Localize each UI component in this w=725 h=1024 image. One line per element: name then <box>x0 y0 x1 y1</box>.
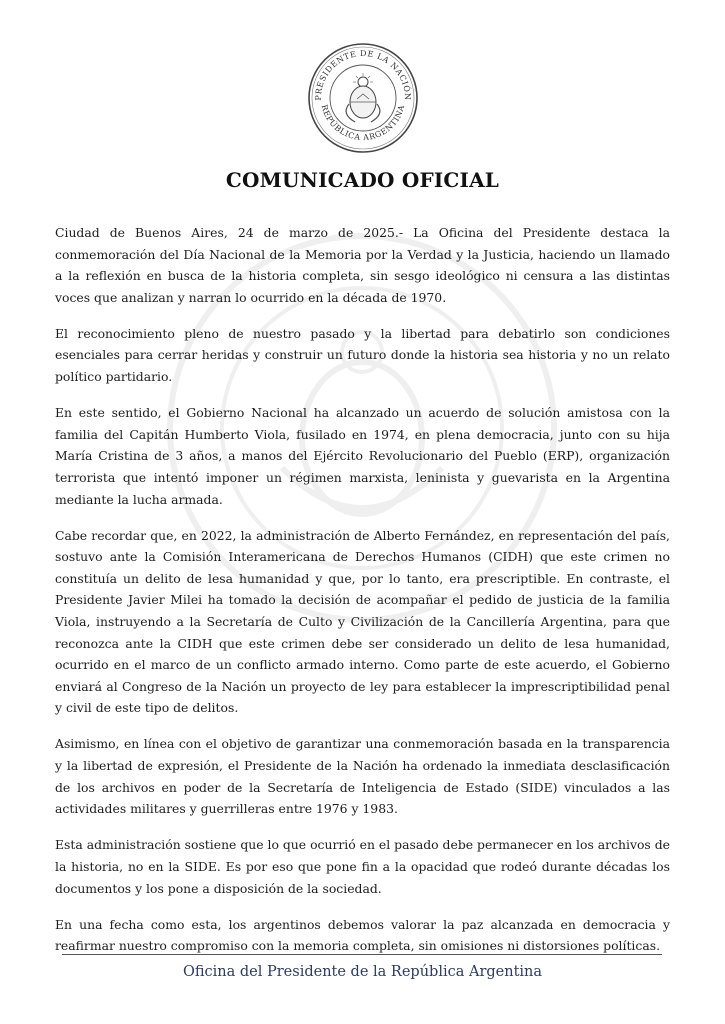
document-title: COMUNICADO OFICIAL <box>225 168 500 192</box>
paragraph-6: Esta administración sostiene que lo que ocurrió en el pasado debe permanecer en los archivos de la historia, no en la SIDE. Es por eso que pone fin a la opacidad que rodeó durante décadas los documentos y los pone a disposición de la sociedad. <box>55 837 670 896</box>
paragraph-7: En una fecha como esta, los argentinos debemos valorar la paz alcanzada en democracia y reafirmar nuestro compromiso con la memoria completa, sin omisiones ni distorsiones políticas. <box>55 916 670 954</box>
seal-text-bottom: REPÚBLICA ARGENTINA <box>319 103 407 143</box>
paragraph-4: Cabe recordar que, en 2022, la administración de Alberto Fernández, en representación del país, sostuvo ante la Comisión Interamericana de Derechos Humanos (CIDH) que este crimen no constituía un delito de lesa humanidad y que, por lo tanto, era prescriptible. En contraste, el Presidente Javier Milei ha tomado la decisión de acompañar el pedido de justicia de la familia Viola, instruyendo a la Secretaría de Culto y Civilización de la Cancillería Argentina, para que reconozca ante la CIDH que este crimen debe ser considerado un delito de lesa humanidad, ocurrido en el marco de un conflicto armado interno. Como parte de este acuerdo, el Gobierno enviará al Congreso de la Nación un proyecto de ley para establecer la imprescriptibilidad penal y civil de este tipo de delitos. <box>55 527 670 716</box>
presidential-seal-icon <box>307 42 419 154</box>
footer-divider <box>62 954 662 955</box>
paragraph-2: El reconocimiento pleno de nuestro pasado y la libertad para debatirlo son condiciones esenciales para cerrar heridas y construir un futuro donde la historia sea historia y no un relato político partidario. <box>55 325 670 385</box>
footer-signature: Oficina del Presidente de la República Argentina <box>182 964 543 980</box>
paragraph-3: En este sentido, el Gobierno Nacional ha alcanzado un acuerdo de solución amistosa con la familia del Capitán Humberto Viola, fusilado en 1974, en plena democracia, junto con su hija María Cristina de 3 años, a manos del Ejército Revolucionario del Pueblo (ERP), organización terrorista que intentó imponer un régimen marxista, leninista y guevarista en la Argentina mediante la lucha armada. <box>55 405 670 507</box>
seal-text-top: PRESIDENTE DE LA NACIÓN <box>313 48 413 101</box>
document-body <box>55 222 670 971</box>
paragraph-5: Asimismo, en línea con el objetivo de garantizar una conmemoración basada en la transparencia y la libertad de expresión, el Presidente de la Nación ha ordenado la inmediata desclasificación de los archivos en poder de la Secretaría de Inteligencia de Estado (SIDE) vinculados a las actividades militares y guerrilleras entre 1976 y 1983. <box>55 736 670 817</box>
paragraph-1: Ciudad de Buenos Aires, 24 de marzo de 2025.- La Oficina del Presidente destaca la conmemoración del Día Nacional de la Memoria por la Verdad y la Justicia, haciendo un llamado a la reflexión en busca de la historia completa, sin sesgo ideológico ni censura a las distintas voces que analizan y narran lo ocurrido en la década de 1970. <box>55 225 670 305</box>
